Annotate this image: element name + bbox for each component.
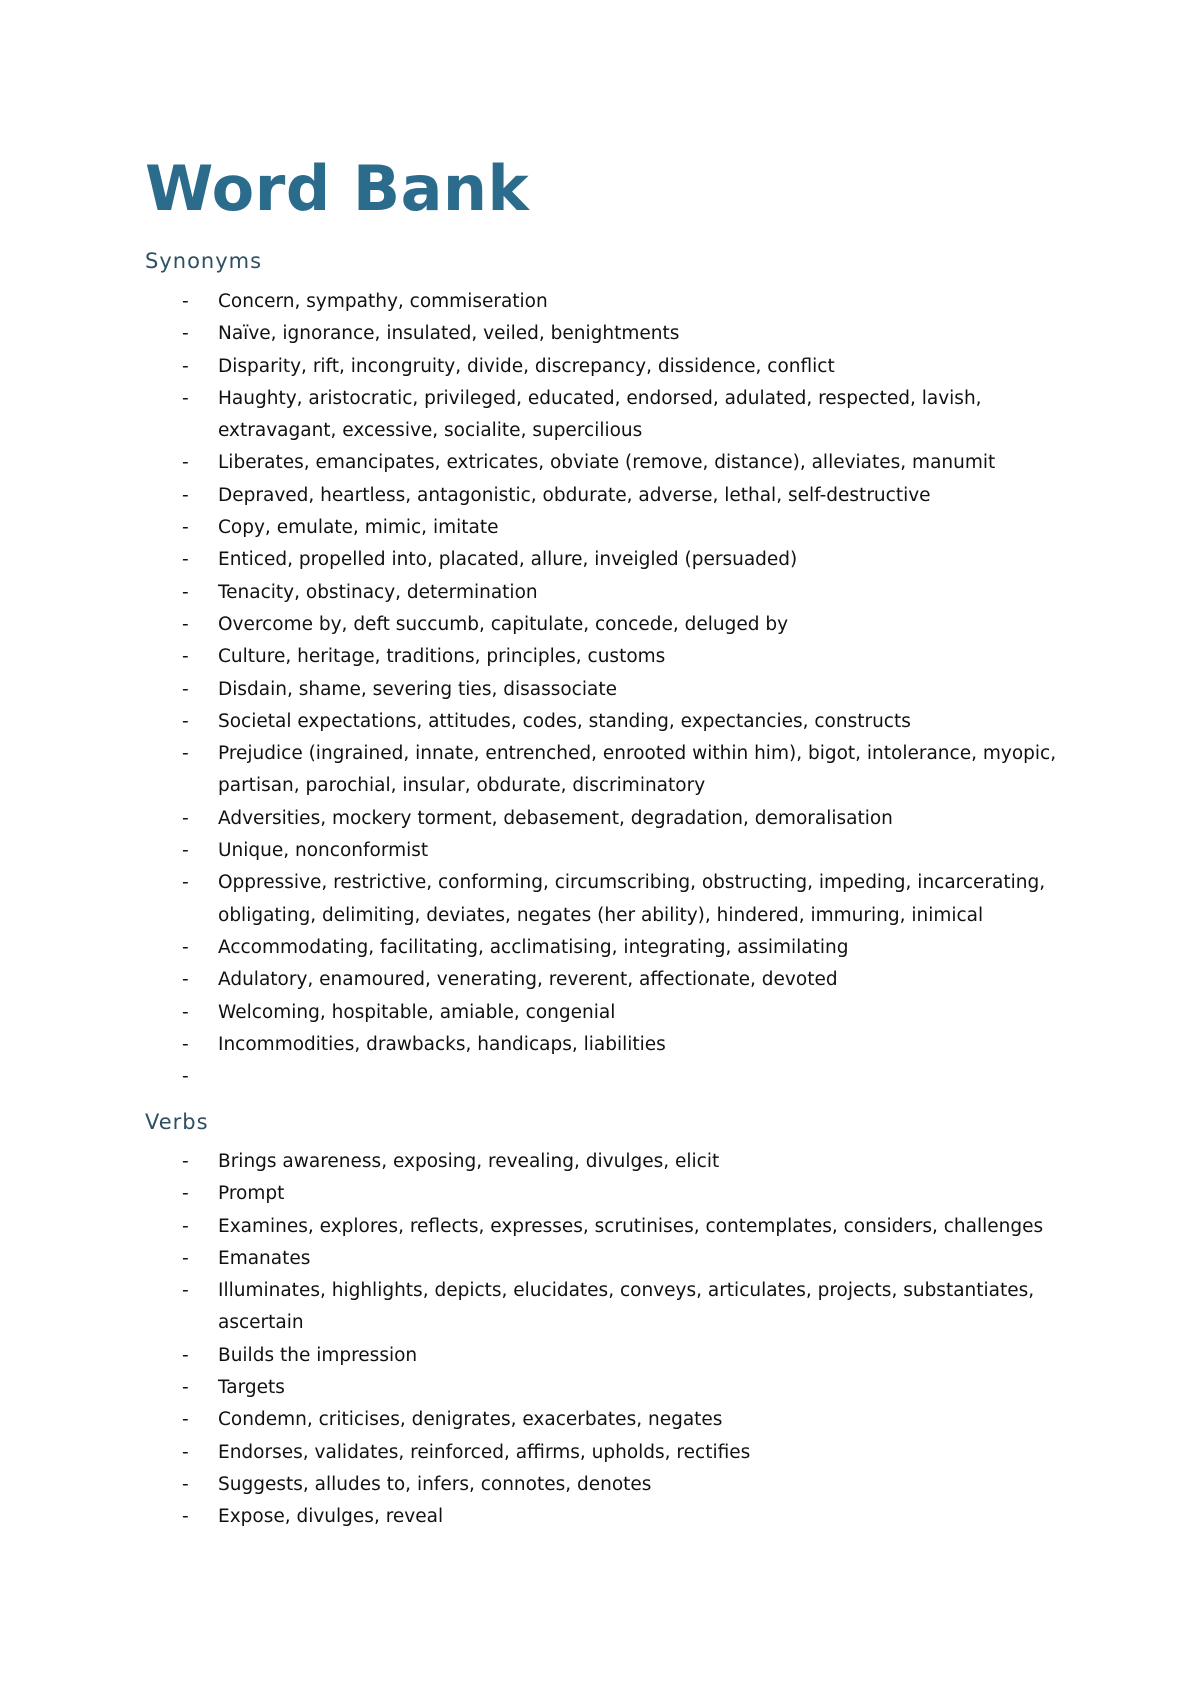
list-item-text: Disparity, rift, incongruity, divide, discrepancy, dissidence, conflict (218, 355, 835, 377)
list-item-text: Expose, divulges, reveal (218, 1506, 444, 1528)
list-item-text: Haughty, aristocratic, privileged, educated, endorsed, adulated, respected, lavish, extravagant, excessive, socialite, supercilious (218, 387, 982, 442)
list-item-text: Emanates (218, 1247, 311, 1269)
list-item (145, 1340, 1075, 1372)
bullet-dash: - (182, 1001, 189, 1023)
list-item-text: Suggests, alludes to, infers, connotes, denotes (218, 1473, 652, 1495)
list-item-text: Adversities, mockery torment, debasement, degradation, demoralisation (218, 807, 893, 829)
bullet-dash: - (182, 1066, 189, 1088)
bullet-dash: - (182, 581, 189, 603)
page-title: Word Bank (145, 152, 530, 225)
bullet-dash: - (182, 1033, 189, 1055)
list-item (145, 1501, 1075, 1533)
bullet-dash: - (182, 807, 189, 829)
list-item (145, 1372, 1075, 1404)
bullet-dash: - (182, 1247, 189, 1269)
list-item (145, 447, 1075, 479)
list-item-text: Disdain, shame, severing ties, disassociate (218, 678, 617, 700)
bullet-dash: - (182, 1344, 189, 1366)
list-item (145, 383, 1075, 448)
bullet-dash: - (182, 1409, 189, 1431)
verbs-list (145, 1146, 1075, 1534)
list-item (145, 803, 1075, 835)
bullet-dash: - (182, 710, 189, 732)
synonyms-list (145, 286, 1075, 1093)
bullet-dash: - (182, 743, 189, 765)
list-item-text: Unique, nonconformist (218, 840, 429, 862)
list-item (145, 1061, 1075, 1093)
list-item-text: Tenacity, obstinacy, determination (218, 581, 538, 603)
list-item (145, 641, 1075, 673)
list-item (145, 932, 1075, 964)
list-item (145, 674, 1075, 706)
list-item-text: Incommodities, drawbacks, handicaps, liabilities (218, 1033, 666, 1055)
list-item-text: Adulatory, enamoured, venerating, reverent, affectionate, devoted (218, 969, 838, 991)
list-item-text: Copy, emulate, mimic, imitate (218, 517, 499, 539)
bullet-dash: - (182, 613, 189, 635)
bullet-dash: - (182, 452, 189, 474)
bullet-dash: - (182, 1473, 189, 1495)
bullet-dash: - (182, 549, 189, 571)
list-item-text: Societal expectations, attitudes, codes, standing, expectancies, constructs (218, 710, 911, 732)
list-item-text: Condemn, criticises, denigrates, exacerbates, negates (218, 1409, 723, 1431)
list-item (145, 1243, 1075, 1275)
list-item (145, 1211, 1075, 1243)
list-item (145, 964, 1075, 996)
list-item-text: Examines, explores, reflects, expresses, scrutinises, contemplates, considers, challenges (218, 1215, 1044, 1237)
list-item (145, 706, 1075, 738)
bullet-dash: - (182, 936, 189, 958)
section-heading-synonyms: Synonyms (145, 249, 263, 273)
bullet-dash: - (182, 291, 189, 312)
list-item (145, 480, 1075, 512)
list-item-text: Naïve, ignorance, insulated, veiled, benightments (218, 323, 680, 345)
bullet-dash: - (182, 1441, 189, 1463)
list-item (145, 1178, 1075, 1210)
bullet-dash: - (182, 484, 189, 506)
list-item-text: Enticed, propelled into, placated, allure, inveigled (persuaded) (218, 549, 798, 571)
bullet-dash: - (182, 1377, 189, 1399)
list-item-text: Overcome by, deft succumb, capitulate, concede, deluged by (218, 613, 789, 635)
bullet-dash: - (182, 1151, 189, 1172)
list-item (145, 1275, 1075, 1340)
list-item (145, 1404, 1075, 1436)
bullet-dash: - (182, 646, 189, 668)
list-item-text: Builds the impression (218, 1344, 418, 1366)
list-item (145, 738, 1075, 803)
bullet-dash: - (182, 1506, 189, 1528)
list-item-text: Welcoming, hospitable, amiable, congenial (218, 1001, 616, 1023)
list-item (145, 997, 1075, 1029)
list-item (145, 867, 1075, 932)
list-item-text: Concern, sympathy, commiseration (218, 291, 548, 312)
bullet-dash: - (182, 872, 189, 894)
list-item-text: Targets (218, 1377, 285, 1399)
list-item (145, 835, 1075, 867)
section-heading-verbs: Verbs (145, 1110, 209, 1134)
list-item-text: Accommodating, facilitating, acclimatising, integrating, assimilating (218, 936, 849, 958)
list-item (145, 1437, 1075, 1469)
list-item-text: Depraved, heartless, antagonistic, obdurate, adverse, lethal, self-destructive (218, 484, 931, 506)
list-item-text: Oppressive, restrictive, conforming, circumscribing, obstructing, impeding, incarcerating, obligating, delimiting, deviates, negates (her ability), hindered, immuring, inimical (218, 872, 1046, 926)
list-item (145, 544, 1075, 576)
bullet-dash: - (182, 517, 189, 539)
list-item (145, 1146, 1075, 1178)
list-item (145, 286, 1075, 318)
bullet-dash: - (182, 323, 189, 345)
list-item-text: Prejudice (ingrained, innate, entrenched, enrooted within him), bigot, intolerance, myopic, partisan, parochial, insular, obdurate, discriminatory (218, 743, 1057, 797)
bullet-dash: - (182, 387, 189, 409)
list-item-text: Culture, heritage, traditions, principles, customs (218, 646, 666, 668)
bullet-dash: - (182, 355, 189, 377)
list-item-text: Illuminates, highlights, depicts, elucidates, conveys, articulates, projects, substantiates, ascertain (218, 1280, 1035, 1334)
list-item-text (218, 1061, 1075, 1093)
list-item (145, 1469, 1075, 1501)
list-item (145, 609, 1075, 641)
bullet-dash: - (182, 840, 189, 862)
list-item (145, 351, 1075, 383)
bullet-dash: - (182, 1215, 189, 1237)
list-item (145, 1029, 1075, 1061)
list-item-text: Brings awareness, exposing, revealing, divulges, elicit (218, 1151, 720, 1172)
bullet-dash: - (182, 1183, 189, 1205)
list-item-text: Liberates, emancipates, extricates, obviate (remove, distance), alleviates, manumit (218, 452, 996, 474)
list-item (145, 512, 1075, 544)
list-item (145, 318, 1075, 350)
bullet-dash: - (182, 969, 189, 991)
list-item (145, 577, 1075, 609)
list-item-text: Prompt (218, 1183, 285, 1205)
bullet-dash: - (182, 1280, 189, 1302)
list-item-text: Endorses, validates, reinforced, affirms, upholds, rectifies (218, 1441, 751, 1463)
bullet-dash: - (182, 678, 189, 700)
